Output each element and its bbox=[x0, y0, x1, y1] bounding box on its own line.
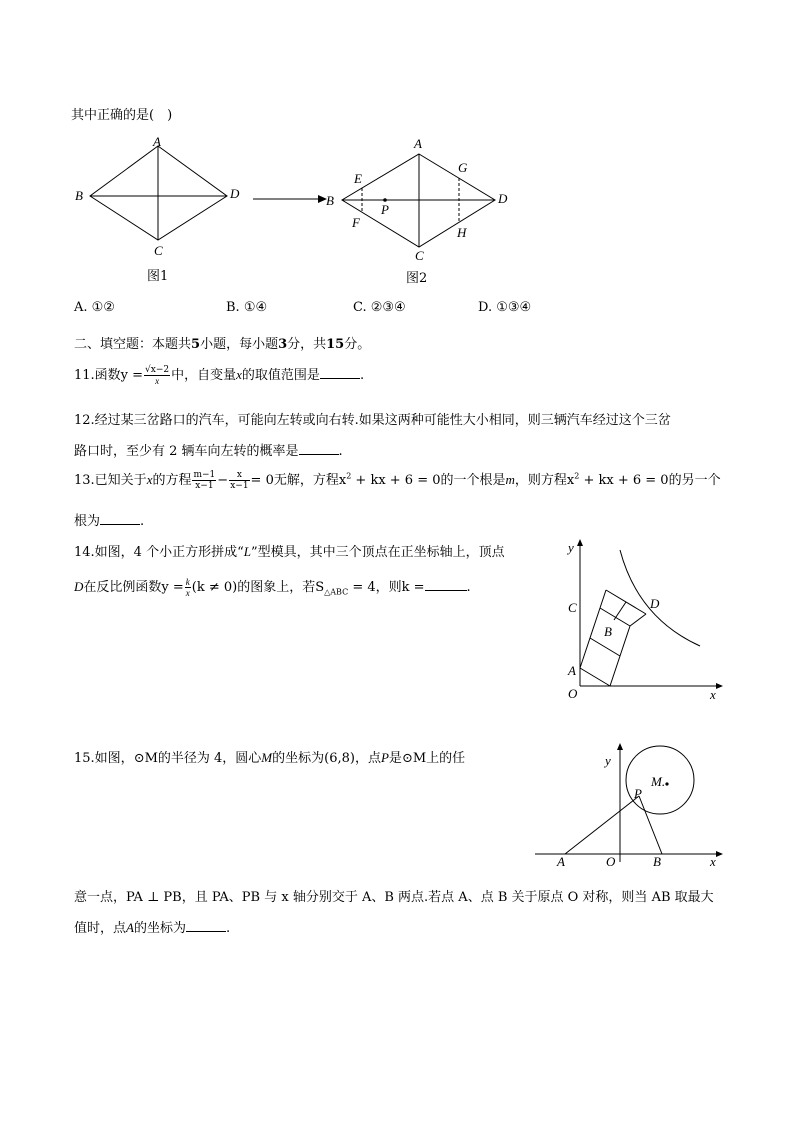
q14-label-d: D bbox=[650, 596, 660, 611]
fig2-label-b: B bbox=[326, 193, 334, 208]
fig2-label-d: D bbox=[498, 191, 508, 206]
question-12-line2: 路口时，至少有 2 辆车向左转的概率是 . bbox=[74, 444, 343, 459]
question-14-line2: D在反比例函数y = $\frac{k}{x}$ (k ≠ 0)的图象上，若$S_{\triangle ABC} = 4$，则k = . bbox=[74, 577, 471, 598]
fig1-label-a: A bbox=[153, 134, 161, 149]
question-14-line1: 14.如图，4 个小正方形拼成“L”型模具，其中三个顶点在正坐标轴上，顶点 bbox=[74, 544, 505, 560]
q14-label-y: y bbox=[568, 540, 574, 555]
q14-label-c: C bbox=[568, 600, 577, 615]
q15-figure bbox=[530, 740, 730, 870]
q15-label-x: x bbox=[710, 854, 716, 869]
fig2-label-a: A bbox=[414, 136, 422, 151]
q11-fraction: $\frac{√x-2}{x}$ bbox=[145, 365, 170, 386]
q15-segment-pa bbox=[565, 796, 639, 854]
q10-option-c[interactable]: C. ②③④ bbox=[353, 300, 406, 315]
q15-label-a: A bbox=[557, 854, 565, 869]
q15-answer-blank[interactable] bbox=[186, 919, 226, 932]
figure-1 bbox=[70, 134, 250, 284]
question-15-line1: 15.如图，⊙M的半径为 4，圆心M的坐标为(6,8)，点P是⊙M上的任 bbox=[74, 750, 466, 766]
fig2-label-e: E bbox=[354, 171, 362, 186]
fig1-label-d: D bbox=[230, 186, 240, 201]
q13-answer-blank[interactable] bbox=[100, 512, 140, 525]
q11-answer-blank[interactable] bbox=[320, 366, 360, 379]
fig2-caption: 图2 bbox=[406, 271, 428, 286]
fig1-label-b: B bbox=[75, 188, 83, 203]
q14-answer-blank[interactable] bbox=[425, 578, 467, 591]
q10-option-a[interactable]: A. ①② bbox=[74, 300, 115, 315]
fig2-label-c: C bbox=[415, 248, 424, 263]
q14-label-a: A bbox=[568, 663, 576, 678]
fig2-label-p: P bbox=[381, 202, 389, 217]
q14-hyperbola bbox=[620, 550, 700, 646]
fig1-label-c: C bbox=[154, 243, 163, 258]
question-13-line2: 根为 . bbox=[74, 514, 145, 529]
q10-option-d[interactable]: D. ①③④ bbox=[478, 300, 532, 315]
q14-figure bbox=[560, 538, 730, 702]
section-2-title: 二、填空题：本题共5小题，每小题3分，共15分。 bbox=[74, 337, 371, 352]
q12-answer-blank[interactable] bbox=[299, 442, 339, 455]
q15-label-p: P bbox=[634, 786, 642, 801]
figure-2 bbox=[320, 134, 520, 288]
q10-option-b[interactable]: B. ①④ bbox=[226, 300, 268, 315]
question-15-line3: 值时，点A的坐标为 . bbox=[74, 920, 231, 936]
arrow-icon bbox=[250, 190, 330, 210]
q10-stem: 其中正确的是( ) bbox=[71, 108, 173, 123]
q14-label-b: B bbox=[604, 624, 612, 639]
fig2-label-f: F bbox=[352, 215, 360, 230]
question-15-line2: 意一点，PA ⊥ PB，且 PA、PB 与 x 轴分别交于 A、B 两点.若点 A、点 B 关于原点 O 对称，则当 AB 取最大 bbox=[74, 890, 714, 905]
q15-label-m: M. bbox=[651, 774, 666, 789]
question-13-line1: 13.已知关于x的方程 $\frac{m-1}{x-1}$ − $\frac{x}{x-1}$ = 0无解，方程$x^2$ + kx + 6 = 0的一个根是m，则方程$x^2$ + kx + 6 = 0的另一个 bbox=[74, 470, 721, 491]
fig1-caption: 图1 bbox=[147, 269, 169, 284]
question-12-line1: 12.经过某三岔路口的汽车，可能向左转或向右转.如果这两种可能性大小相同，则三辆汽车经过这个三岔 bbox=[74, 413, 671, 428]
q14-label-x: x bbox=[710, 687, 716, 702]
q15-label-o: O bbox=[606, 854, 616, 869]
question-11: 11.函数y = $\frac{√x-2}{x}$ 中，自变量x的取值范围是 . bbox=[74, 365, 365, 386]
q15-segment-pb bbox=[639, 796, 662, 854]
q15-label-y: y bbox=[605, 753, 611, 768]
fig2-label-h: H bbox=[457, 225, 467, 240]
fig2-label-g: G bbox=[458, 160, 468, 175]
q14-label-o: O bbox=[568, 686, 578, 701]
q15-label-b: B bbox=[653, 854, 661, 869]
